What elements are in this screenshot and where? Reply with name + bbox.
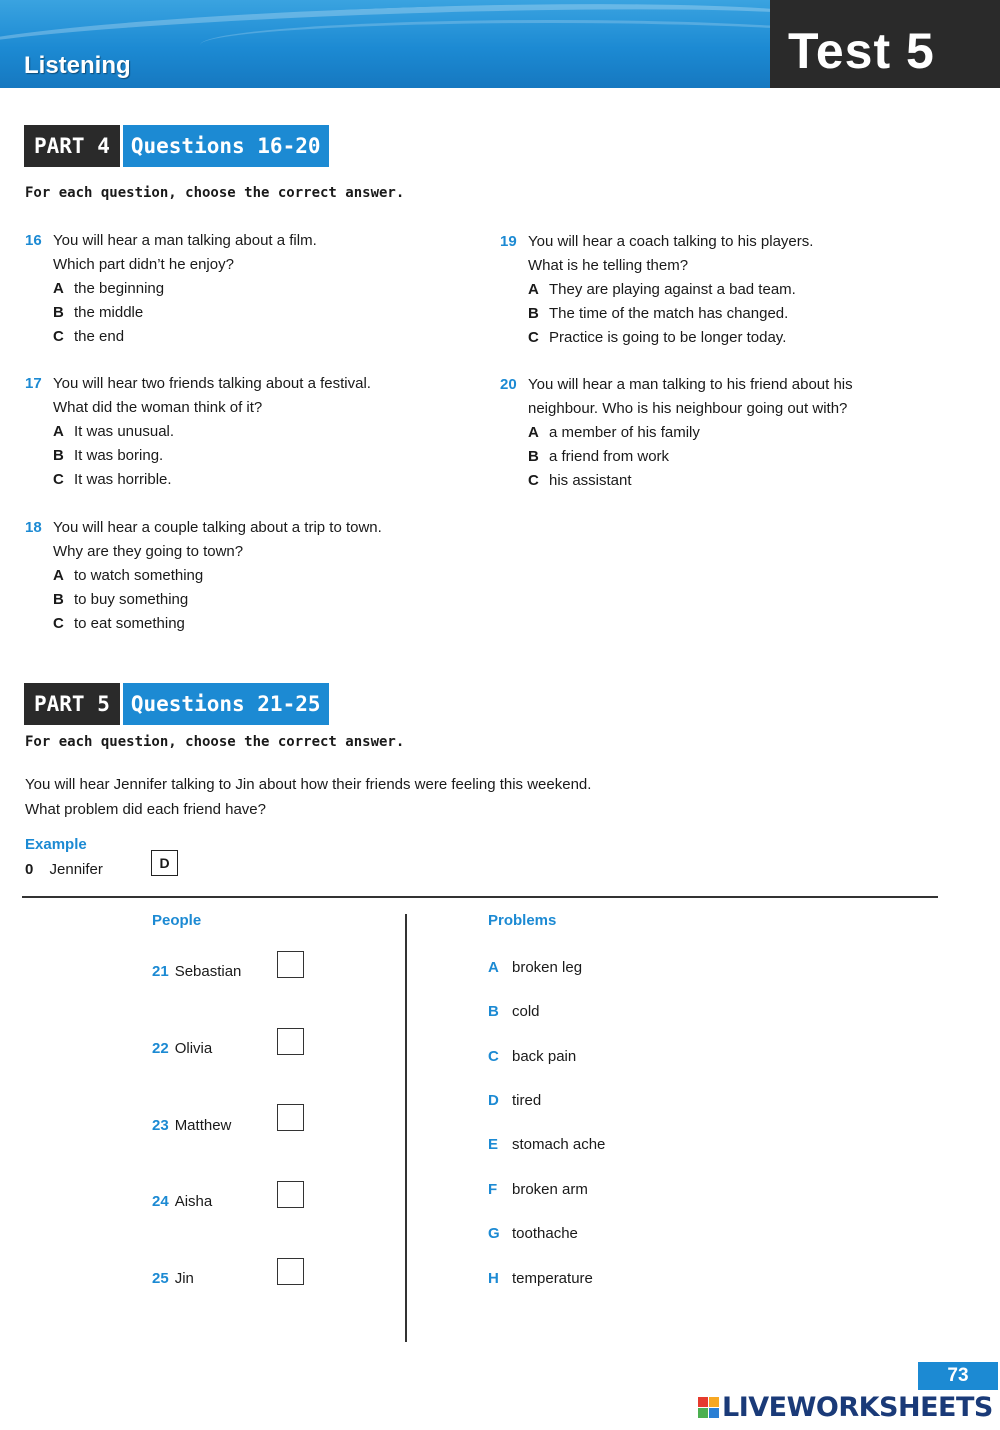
problem-letter: B xyxy=(488,1003,499,1020)
problem-item xyxy=(488,1092,541,1109)
watermark-text: LIVEWORKSHEETS xyxy=(722,1392,993,1423)
test-title: Test 5 xyxy=(788,23,935,79)
person-number: 23 xyxy=(152,1117,169,1134)
option-text: to buy something xyxy=(74,591,189,608)
person-number: 24 xyxy=(152,1193,169,1210)
question-prompt: You will hear a couple talking about a trip to town. xyxy=(53,519,382,536)
option-text: It was unusual. xyxy=(74,423,175,440)
question-prompt: Why are they going to town? xyxy=(53,543,244,560)
question-18 xyxy=(25,516,475,636)
section-label: Listening xyxy=(24,52,131,79)
person-row xyxy=(152,1040,212,1057)
answer-option[interactable] xyxy=(53,444,163,468)
option-letter: C xyxy=(53,615,64,632)
person-name: Matthew xyxy=(174,1117,232,1134)
liveworksheets-logo xyxy=(698,1392,993,1423)
option-letter: A xyxy=(528,424,539,441)
example-name: Jennifer xyxy=(49,861,103,878)
answer-option[interactable] xyxy=(53,420,174,444)
question-prompt: You will hear a coach talking to his players. xyxy=(528,233,814,250)
questions-label: Questions 21-25 xyxy=(123,683,329,725)
problem-item xyxy=(488,1048,576,1065)
example-answer-box: D xyxy=(151,850,178,876)
question-prompt: What is he telling them? xyxy=(528,257,689,274)
question-17 xyxy=(25,372,475,492)
example-number: 0 xyxy=(25,861,34,878)
people-heading: People xyxy=(152,912,202,929)
part5-intro: You will hear Jennifer talking to Jin about how their friends were feeling this weekend. xyxy=(25,776,592,793)
part4-instruction: For each question, choose the correct answer. xyxy=(25,185,405,201)
problem-text: stomach ache xyxy=(512,1136,606,1153)
divider-horizontal xyxy=(22,896,938,898)
option-letter: B xyxy=(528,305,539,322)
person-name: Sebastian xyxy=(174,963,242,980)
problem-item xyxy=(488,1136,605,1153)
answer-option[interactable] xyxy=(528,326,786,350)
question-20 xyxy=(500,373,960,493)
option-text: Practice is going to be longer today. xyxy=(549,329,787,346)
answer-option[interactable] xyxy=(53,325,124,349)
answer-box-25[interactable] xyxy=(277,1258,304,1285)
option-letter: A xyxy=(53,567,64,584)
problem-text: temperature xyxy=(512,1270,593,1287)
problem-item xyxy=(488,1270,593,1287)
part-label: PART 5 xyxy=(24,683,120,725)
option-text: a friend from work xyxy=(549,448,670,465)
person-row xyxy=(152,1193,212,1210)
problem-letter: H xyxy=(488,1270,499,1287)
problem-text: cold xyxy=(512,1003,540,1020)
question-prompt: neighbour. Who is his neighbour going out with? xyxy=(528,400,848,417)
example-label: Example xyxy=(25,836,87,853)
option-text: to eat something xyxy=(74,615,185,632)
divider-vertical xyxy=(405,914,407,1342)
answer-option[interactable] xyxy=(528,302,788,326)
problem-letter: C xyxy=(488,1048,499,1065)
problem-letter: A xyxy=(488,959,499,976)
option-text: the middle xyxy=(74,304,144,321)
option-letter: C xyxy=(528,472,539,489)
answer-box-21[interactable] xyxy=(277,951,304,978)
answer-option[interactable] xyxy=(528,445,669,469)
answer-option[interactable] xyxy=(53,277,164,301)
part-label: PART 4 xyxy=(24,125,120,167)
person-number: 25 xyxy=(152,1270,169,1287)
problem-item xyxy=(488,959,582,976)
answer-option[interactable] xyxy=(528,469,632,493)
problem-text: broken arm xyxy=(512,1181,588,1198)
page-number: 73 xyxy=(918,1362,998,1390)
question-number: 18 xyxy=(25,519,42,536)
option-text: the end xyxy=(74,328,125,345)
problem-letter: G xyxy=(488,1225,500,1242)
answer-box-24[interactable] xyxy=(277,1181,304,1208)
option-text: It was horrible. xyxy=(74,471,172,488)
answer-box-23[interactable] xyxy=(277,1104,304,1131)
problem-text: toothache xyxy=(512,1225,578,1242)
part5-instruction: For each question, choose the correct answer. xyxy=(25,734,405,750)
option-text: The time of the match has changed. xyxy=(549,305,789,322)
question-number: 20 xyxy=(500,376,517,393)
question-number: 16 xyxy=(25,232,42,249)
option-letter: C xyxy=(528,329,539,346)
problems-heading: Problems xyxy=(488,912,557,929)
option-text: his assistant xyxy=(549,472,632,489)
answer-option[interactable] xyxy=(528,421,700,445)
problem-letter: D xyxy=(488,1092,499,1109)
problem-text: back pain xyxy=(512,1048,577,1065)
answer-option[interactable] xyxy=(53,612,185,636)
option-letter: B xyxy=(53,591,64,608)
answer-box-22[interactable] xyxy=(277,1028,304,1055)
answer-option[interactable] xyxy=(528,278,796,302)
problem-item xyxy=(488,1225,578,1242)
question-prompt: Which part didn’t he enjoy? xyxy=(53,256,234,273)
person-row xyxy=(152,1270,194,1287)
question-19 xyxy=(500,230,950,350)
answer-option[interactable] xyxy=(53,301,143,325)
question-16 xyxy=(25,229,475,349)
option-letter: A xyxy=(53,280,64,297)
person-row xyxy=(152,1117,231,1134)
problem-text: broken leg xyxy=(512,959,583,976)
question-prompt: You will hear a man talking to his friend about his xyxy=(528,376,853,393)
option-letter: B xyxy=(528,448,539,465)
question-number: 17 xyxy=(25,375,42,392)
logo-grid-icon xyxy=(698,1397,719,1418)
option-letter: B xyxy=(53,447,64,464)
question-prompt: You will hear two friends talking about a festival. xyxy=(53,375,371,392)
part5-badge xyxy=(24,683,329,725)
question-prompt: What did the woman think of it? xyxy=(53,399,263,416)
option-letter: A xyxy=(528,281,539,298)
option-text: They are playing against a bad team. xyxy=(549,281,796,298)
person-row xyxy=(152,963,241,980)
question-number: 19 xyxy=(500,233,517,250)
problem-letter: E xyxy=(488,1136,499,1153)
option-letter: A xyxy=(53,423,64,440)
problem-item xyxy=(488,1003,540,1020)
option-letter: C xyxy=(53,328,64,345)
example-row xyxy=(25,861,103,878)
answer-option[interactable] xyxy=(53,468,172,492)
answer-option[interactable] xyxy=(53,564,203,588)
problem-letter: F xyxy=(488,1181,498,1198)
person-name: Jin xyxy=(174,1270,194,1287)
person-number: 22 xyxy=(152,1040,169,1057)
problem-text: tired xyxy=(512,1092,542,1109)
option-letter: B xyxy=(53,304,64,321)
person-name: Olivia xyxy=(174,1040,213,1057)
questions-label: Questions 16-20 xyxy=(123,125,329,167)
part5-question: What problem did each friend have? xyxy=(25,801,266,818)
answer-option[interactable] xyxy=(53,588,188,612)
option-text: the beginning xyxy=(74,280,165,297)
part4-badge xyxy=(24,125,329,167)
person-name: Aisha xyxy=(174,1193,213,1210)
problem-item xyxy=(488,1181,588,1198)
question-prompt: You will hear a man talking about a film. xyxy=(53,232,317,249)
option-text: to watch something xyxy=(74,567,204,584)
person-number: 21 xyxy=(152,963,169,980)
option-letter: C xyxy=(53,471,64,488)
option-text: It was boring. xyxy=(74,447,164,464)
option-text: a member of his family xyxy=(549,424,700,441)
